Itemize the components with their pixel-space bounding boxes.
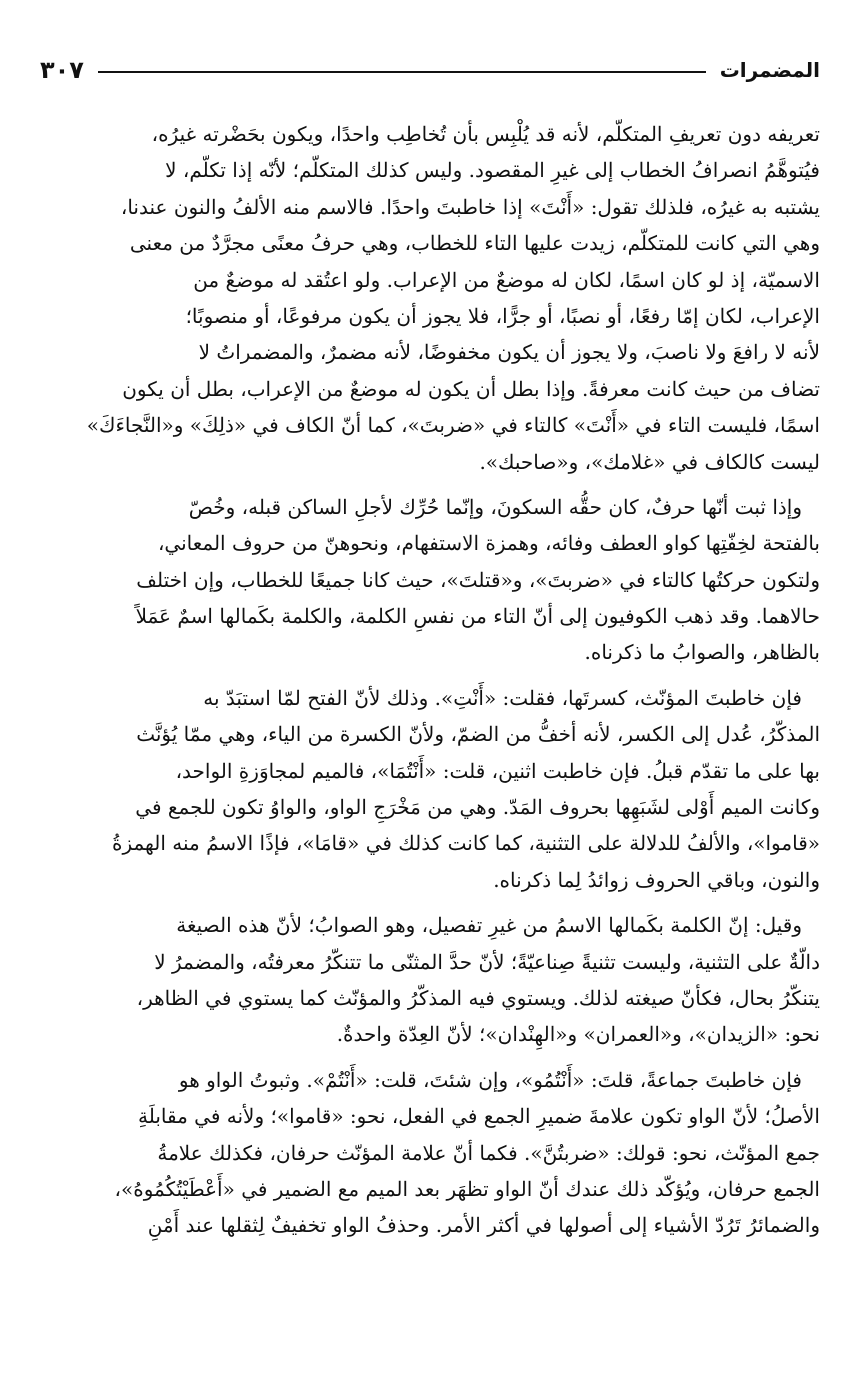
text-line: دالّةٌ على التثنية، وليست تثنيةً صِناعيّةً؛ لأنّ حدَّ المثنّى ما تتنكّرُ معرفتُه، والمضمرُ لا xyxy=(154,949,820,974)
paragraph-4 xyxy=(52,907,820,1053)
text-line: والنون، وباقي الحروف زوائدُ لِما ذكرناه. xyxy=(493,867,820,892)
text-line: حالاهما. وقد ذهب الكوفيون إلى أنّ التاء من نفسِ الكلمة، والكلمة بكَمالها اسمٌ عَمَلاً xyxy=(135,604,820,629)
text-line: فإن خاطبتَ المؤنّث، كسرتَها، فقلت: «أَنْتِ». وذلك لأنّ الفتح لمّا استبَدّ به xyxy=(203,685,802,710)
paragraph-2 xyxy=(52,489,820,671)
text-line: جمع المؤنّث، نحو: قولك: «ضربتُنَّ». فكما أنّ علامة المؤنّث حرفان، فكذلك علامةُ xyxy=(157,1140,820,1165)
text-line: الاسميّة، إذ لو كان اسمًا، لكان له موضعٌ من الإعراب. ولو اعتُقد له موضعٌ من xyxy=(193,267,820,292)
text-line: يتنكّرُ بحال، فكأنّ صيغته لذلك. ويستوي فيه المذكّرُ والمؤنّث كما يستوي في الظاهر، xyxy=(136,985,820,1010)
chapter-title: المضمرات xyxy=(719,58,820,82)
text-line: لأنه لا رافعَ ولا ناصبَ، ولا يجوز أن يكون مخفوضًا، لأنه مضمرٌ، والمضمراتُ لا xyxy=(198,340,820,365)
text-line: اسمًا، فليست التاء في «أَنْتَ» كالتاء في «ضربتَ»، كما أنّ الكاف في «ذلِكَ» و«النَّجاءَكَ» xyxy=(86,413,820,438)
text-line: ولتكون حركتُها كالتاء في «ضربتَ»، و«قتلتَ»، حيث كانا جميعًا للخطاب، وإن اختلف xyxy=(136,567,820,592)
text-line: بالفتحة لخِفّتِها كواو العطف وفائه، وهمزة الاستفهام، ونحوهنّ من حروف المعاني، xyxy=(157,531,820,556)
paragraph-5 xyxy=(52,1062,820,1244)
text-line: وهي التي كانت للمتكلّم، زيدت عليها التاء للخطاب، وهي حرفُ معنًى مجرَّدٌ من معنى xyxy=(129,231,820,256)
text-line: وإذا ثبت أنّها حرفٌ، كان حقُّه السكونَ، وإنّما حُرِّك لأجلِ الساكن قبله، وخُصّ xyxy=(188,494,802,519)
text-line: فإن خاطبتَ جماعةً، قلتَ: «أَنْتُمُو»، وإن شئتَ، قلت: «أَنْتُمْ». وثبوتُ الواو هو xyxy=(178,1067,802,1092)
body-text xyxy=(52,116,820,1253)
text-line: يشتبه به غيرُه، فلذلك تقول: «أَنْتَ» إذا خاطبتَ واحدًا. فالاسم منه الألفُ والنون عندنا، xyxy=(120,194,820,219)
text-line: الإعراب، لكان إمّا رفعًا، أو نصبًا، أو جرًّا، فلا يجوز أن يكون مرفوعًا، أو منصوبًا؛ xyxy=(185,303,820,328)
text-line: «قاموا»، والألفُ للدلالة على التثنية، كما كانت كذلك في «قامَا»، فإذًا الاسمُ منه الهمزةُ xyxy=(111,831,820,856)
text-line: بها على ما تقدّم قبلُ. فإن خاطبت اثنين، قلت: «أَنْتُمَا»، فالميم لمجاوَزةِ الواحد، xyxy=(175,758,820,783)
paragraph-3 xyxy=(52,680,820,898)
text-line: تعريفه دون تعريفِ المتكلّم، لأنه قد يُلْبِس بأن تُخاطِب واحدًا، ويكون بحَضْرته غيرُه، xyxy=(151,122,820,146)
text-line: بالظاهر، والصوابُ ما ذكرناه. xyxy=(584,640,820,665)
text-line: الأصلُ؛ لأنّ الواو تكون علامةَ ضميرِ الجمع في الفعل، نحو: «قاموا»؛ ولأنه في مقابلَةِ xyxy=(137,1104,820,1129)
text-line: وقيل: إنّ الكلمة بكَمالها الاسمُ من غيرِ تفصيل، وهو الصوابُ؛ لأنّ هذه الصيغة xyxy=(176,913,802,938)
text-line: نحو: «الزيدان»، و«العمران» و«الهِنْدان»؛ لأنّ العِدّة واحدةٌ. xyxy=(336,1022,820,1047)
header-rule xyxy=(98,71,706,73)
text-line: والضمائرُ تَرُدّ الأشياء إلى أصولها في أكثر الأمر. وحذفُ الواو تخفيفٌ لِثقلها عند أَمْنِ xyxy=(147,1213,820,1238)
text-line: فيُتوهَّمُ انصرافُ الخطاب إلى غيرِ المقصود. وليس كذلك المتكلّم؛ لأنّه إذا تكلّم، لا xyxy=(165,158,820,183)
text-line: المذكّرُ، عُدل إلى الكسر، لأنه أخفُّ من الضمّ، ولأنّ الكسرة من الياء، وهي ممّا يُؤنَّث xyxy=(136,722,820,747)
running-header xyxy=(40,50,820,90)
text-line: تضاف من حيث كانت معرفةً. وإذا بطل أن يكون له موضعٌ من الإعراب، بطل أن يكون xyxy=(122,376,820,401)
text-line: وكانت الميم أَوْلى لشَبَهِها بحروف المَدّ. وهي من مَخْرَجِ الواو، والواوُ تكون للجمع في xyxy=(135,795,820,820)
text-line: الجمع حرفان، ويُؤكّد ذلك عندك أنّ الواو تظهَر بعد الميم مع الضمير في «أَعْطَيْتُكُمُوهُ»، xyxy=(114,1176,820,1201)
page-number: ٣٠٧ xyxy=(40,56,84,84)
paragraph-1 xyxy=(52,116,820,480)
text-line: ليست كالكاف في «غلامك»، و«صاحبك». xyxy=(479,449,820,474)
